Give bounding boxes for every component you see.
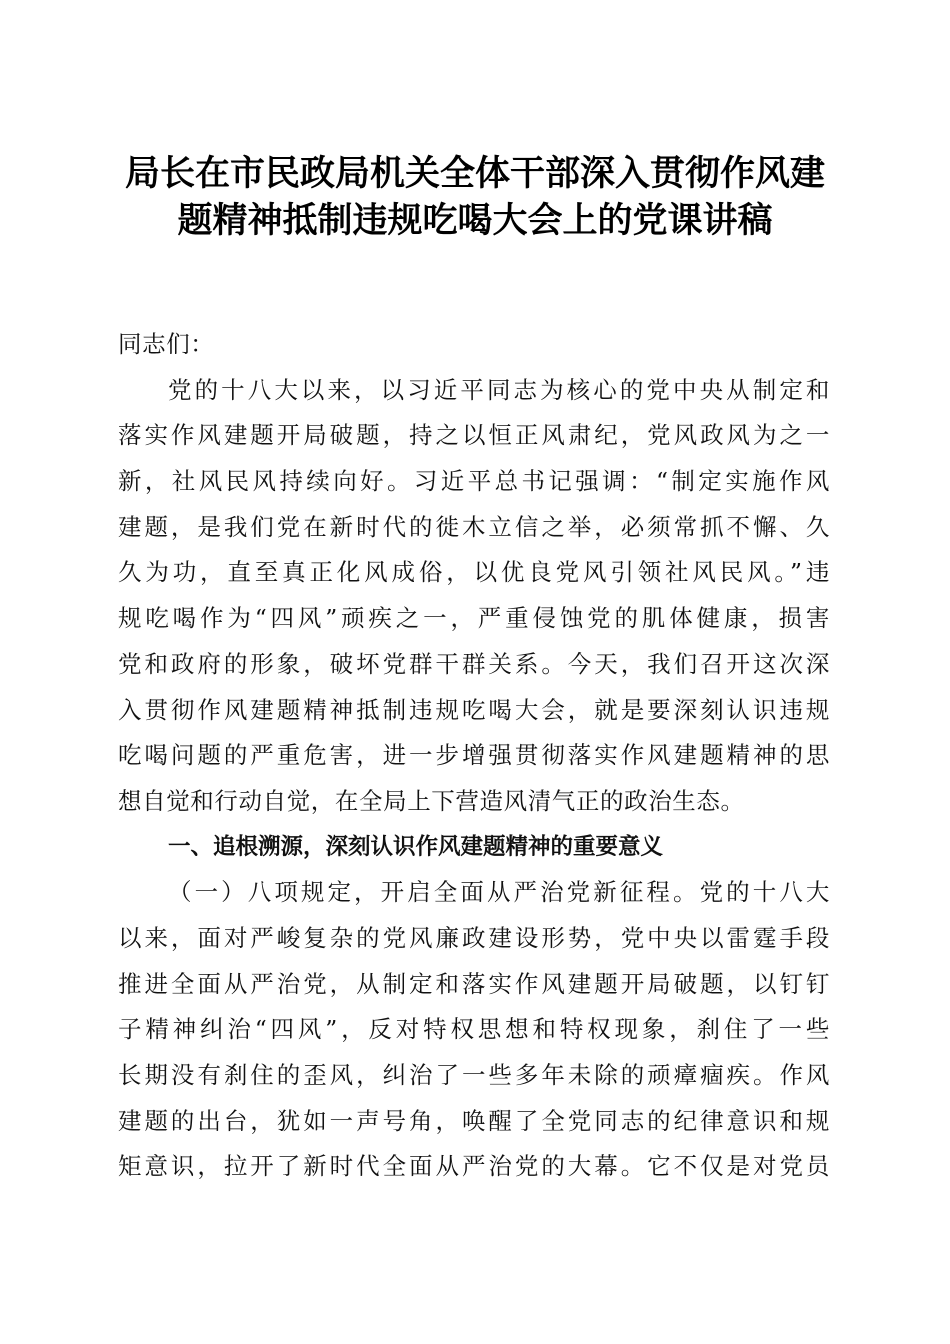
- document-title: [100, 150, 850, 244]
- title-line: 局长在市民政局机关全体干部深入贯彻作风建: [124, 153, 825, 194]
- paragraph-line: 规吃喝作为“四风”顽疾之一，严重侵蚀党的肌体健康，损害: [118, 604, 830, 633]
- section-heading: 一、追根溯源，深刻认识作风建题精神的重要意义: [168, 833, 664, 860]
- salutation: 同志们：: [118, 330, 215, 358]
- paragraph-line: 长期没有刹住的歪风，纠治了一些多年未除的顽瘴痼疾。作风: [118, 1061, 830, 1089]
- paragraph-section-1: [118, 870, 830, 1190]
- paragraph-line: 矩意识，拉开了新时代全面从严治党的大幕。它不仅是对党员: [118, 1152, 830, 1181]
- paragraph-line: （一）八项规定，开启全面从严治党新征程。党的十八大: [168, 878, 830, 907]
- paragraph-line: 想自觉和行动自觉，在全局上下营造风清气正的政治生态。: [118, 786, 745, 815]
- paragraph-line: 建题，是我们党在新时代的徙木立信之举，必须常抓不懈、久: [118, 512, 830, 541]
- paragraph-line: 推进全面从严治党，从制定和落实作风建题开局破题，以钉钉: [118, 969, 830, 998]
- title-line: 题精神抵制违规吃喝大会上的党课讲稿: [177, 200, 773, 241]
- paragraph-line: 新，社风民风持续向好。习近平总书记强调：“制定实施作风: [118, 467, 830, 496]
- paragraph-line: 子精神纠治“四风”，反对特权思想和特权现象，刹住了一些: [118, 1015, 830, 1044]
- paragraph-line: 党和政府的形象，破坏党群干群关系。今天，我们召开这次深: [118, 649, 830, 678]
- paragraph-line: 建题的出台，犹如一声号角，唤醒了全党同志的纪律意识和规: [118, 1106, 830, 1135]
- document-body: [118, 322, 830, 1190]
- paragraph-line: 吃喝问题的严重危害，进一步增强贯彻落实作风建题精神的思: [118, 741, 830, 770]
- paragraph-line: 入贯彻作风建题精神抵制违规吃喝大会，就是要深刻认识违规: [118, 695, 830, 724]
- paragraph-line: 以来，面对严峻复杂的党风廉政建设形势，党中央以雷霆手段: [118, 923, 830, 952]
- paragraph-line: 落实作风建题开局破题，持之以恒正风肃纪，党风政风为之一: [118, 421, 830, 450]
- paragraph-line: 久为功，直至真正化风成俗，以优良党风引领社风民风。”违: [118, 558, 830, 587]
- paragraph-line: 党的十八大以来，以习近平同志为核心的党中央从制定和: [168, 375, 830, 404]
- paragraph-intro: [118, 368, 830, 825]
